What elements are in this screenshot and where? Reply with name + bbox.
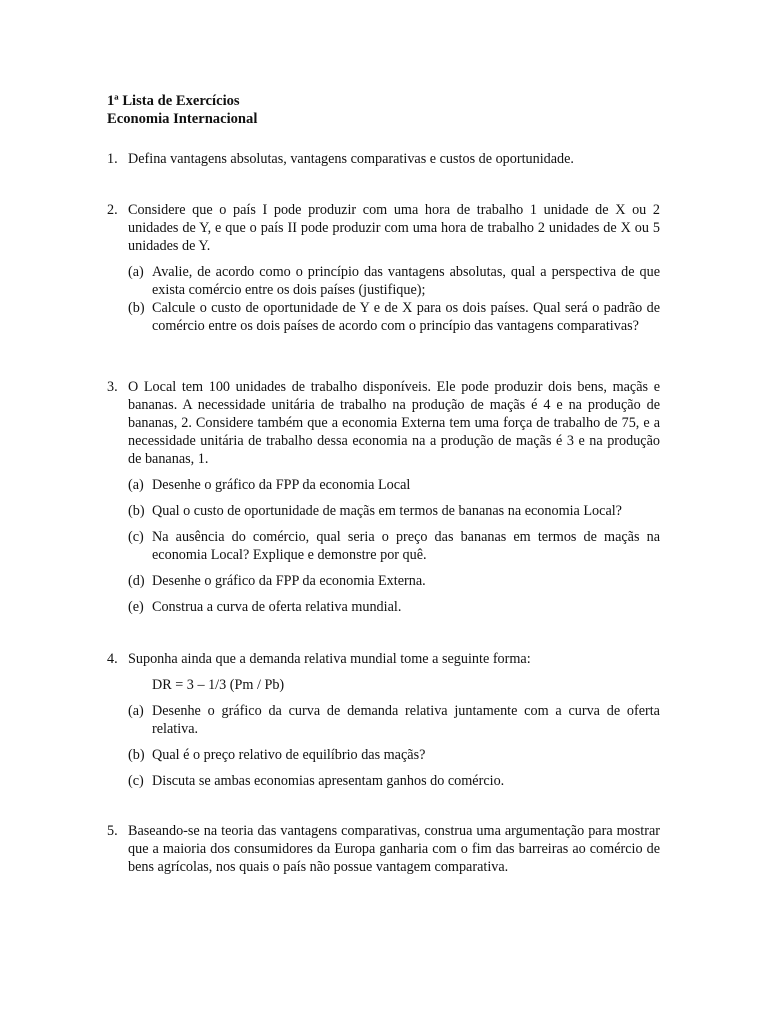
sub-item xyxy=(128,502,660,520)
sub-item xyxy=(128,746,660,764)
sub-item-letter: (a) xyxy=(128,703,144,719)
sub-item-text: Qual o custo de oportunidade de maçãs em termos de bananas na economia Local? xyxy=(152,503,622,519)
sub-item-letter: (b) xyxy=(128,300,145,316)
sub-item-text: Qual é o preço relativo de equilíbrio das maçãs? xyxy=(152,747,426,763)
sub-item-list xyxy=(128,263,660,335)
question-text: O Local tem 100 unidades de trabalho disponíveis. Ele pode produzir dois bens, maçãs e bananas. A necessidade unitária de trabalho na produção de maçãs é 4 e na produção de bananas, 2. Considere também que a economia Externa tem uma força de trabalho de 75, e a necessidade unitária de trabalho dessa economia na a produção de maçãs é 3 e na produção de bananas, 1. xyxy=(128,379,660,467)
question-text: Considere que o país I pode produzir com uma hora de trabalho 1 unidade de X ou 2 unidades de Y, e que o país II pode produzir com uma hora de trabalho 2 unidades de X ou 5 unidades de Y. xyxy=(128,202,660,254)
sub-item xyxy=(128,299,660,335)
question-3 xyxy=(107,378,660,624)
sub-item-list xyxy=(128,702,660,790)
sub-item-text: Calcule o custo de oportunidade de Y e de X para os dois países. Qual será o padrão de comércio entre os dois países de acordo com o princípio das vantagens comparativas? xyxy=(152,300,660,334)
sub-item xyxy=(128,572,660,590)
sub-item-list xyxy=(128,476,660,616)
question-1 xyxy=(107,150,660,168)
question-number: 1. xyxy=(107,151,118,167)
sub-item-text: Desenhe o gráfico da FPP da economia Local xyxy=(152,477,411,493)
sub-item-text: Desenhe o gráfico da FPP da economia Externa. xyxy=(152,573,426,589)
question-number: 4. xyxy=(107,651,118,667)
list-title: 1ª Lista de Exercícios xyxy=(107,93,240,109)
sub-item-text: Na ausência do comércio, qual seria o preço das bananas em termos de maçãs na economia Local? Explique e demonstre por quê. xyxy=(152,529,660,563)
question-4 xyxy=(107,650,660,798)
sub-item xyxy=(128,598,660,616)
sub-item-text: Discuta se ambas economias apresentam ganhos do comércio. xyxy=(152,773,505,789)
sub-item-letter: (c) xyxy=(128,773,144,789)
sub-item-letter: (d) xyxy=(128,573,145,589)
question-text: Defina vantagens absolutas, vantagens comparativas e custos de oportunidade. xyxy=(128,151,574,167)
document-heading xyxy=(107,92,257,128)
sub-item-letter: (e) xyxy=(128,599,144,615)
sub-item-letter: (b) xyxy=(128,503,145,519)
sub-item-letter: (a) xyxy=(128,264,144,280)
sub-item-letter: (a) xyxy=(128,477,144,493)
sub-item-letter: (c) xyxy=(128,529,144,545)
sub-item xyxy=(128,772,660,790)
question-number: 5. xyxy=(107,823,118,839)
question-text: Baseando-se na teoria das vantagens comparativas, construa uma argumentação para mostrar que a maioria dos consumidores da Europa ganharia com o fim das barreiras ao comércio de bens agrícolas, nos quais o país não possue vantagem comparativa. xyxy=(128,823,660,875)
sub-item-text: Desenhe o gráfico da curva de demanda relativa juntamente com a curva de oferta relativa. xyxy=(152,703,660,737)
question-text: Suponha ainda que a demanda relativa mundial tome a seguinte forma: xyxy=(128,651,531,667)
question-number: 3. xyxy=(107,379,118,395)
sub-item-letter: (b) xyxy=(128,747,145,763)
question-number: 2. xyxy=(107,202,118,218)
sub-item xyxy=(128,702,660,738)
sub-item xyxy=(128,528,660,564)
question-5 xyxy=(107,822,660,876)
sub-item xyxy=(128,263,660,299)
demand-formula: DR = 3 – 1/3 (Pm / Pb) xyxy=(152,677,285,693)
sub-item-text: Avalie, de acordo como o princípio das vantagens absolutas, qual a perspectiva de que exista comércio entre os dois países (justifique); xyxy=(152,264,660,298)
course-title: Economia Internacional xyxy=(107,111,258,127)
sub-item xyxy=(128,476,660,494)
sub-item-text: Construa a curva de oferta relativa mundial. xyxy=(152,599,402,615)
question-2 xyxy=(107,201,660,343)
